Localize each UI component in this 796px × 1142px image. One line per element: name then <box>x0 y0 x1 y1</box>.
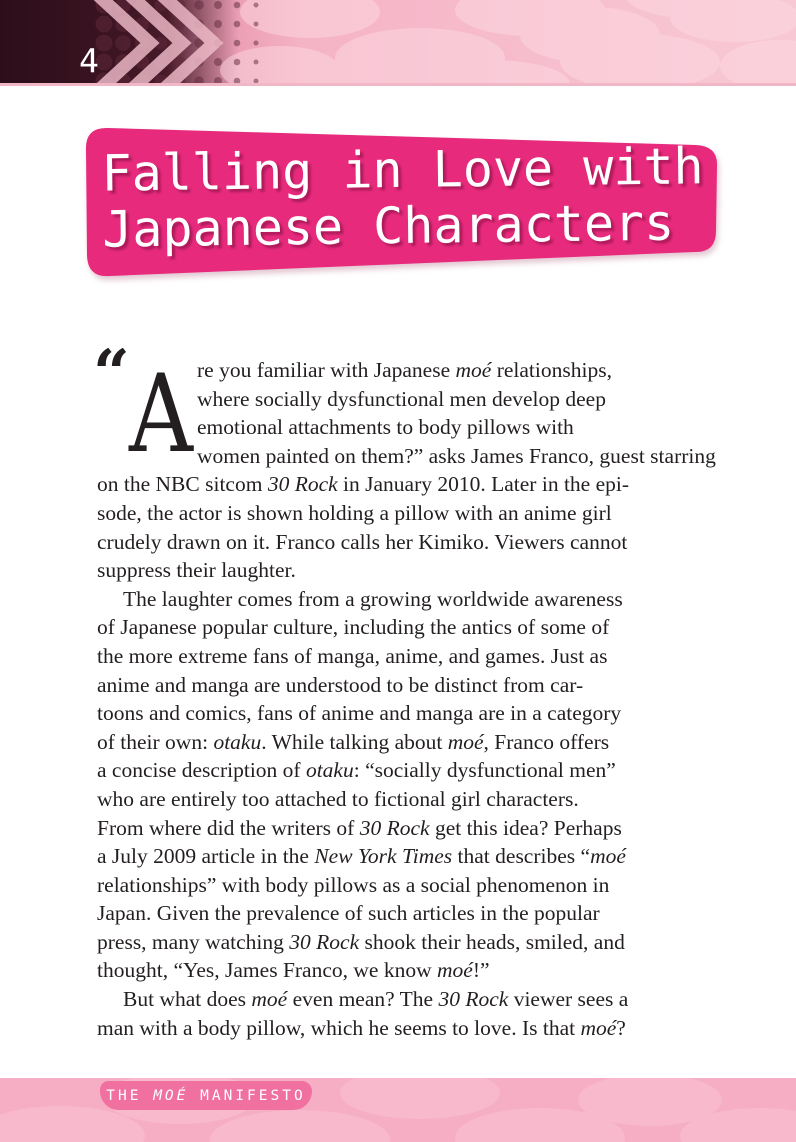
book-title-label: THE MOÉ MANIFESTO <box>106 1087 306 1104</box>
text-line: man with a body pillow, which he seems to love. Is that moé? <box>97 1015 626 1040</box>
text-line: where socially dysfunctional men develop deep <box>197 386 606 411</box>
text-line: The laughter comes from a growing worldwide awareness <box>123 586 623 611</box>
text-line: anime and manga are understood to be distinct from car- <box>97 672 584 697</box>
body-text <box>93 336 716 1042</box>
text-line: the more extreme fans of manga, anime, and games. Just as <box>97 643 608 668</box>
text-line: thought, “Yes, James Franco, we know moé!” <box>97 958 490 983</box>
text-line: who are entirely too attached to fictional girl characters. <box>97 786 579 811</box>
chapter-title-line-1: Falling in Love with <box>101 137 704 203</box>
text-line: women painted on them?” asks James Franco, guest starring <box>197 443 716 468</box>
header-decoration <box>0 0 796 86</box>
book-title-badge <box>100 1081 312 1110</box>
chapter-title-box <box>0 112 796 302</box>
page-number: 4 <box>79 41 99 80</box>
text-line: Japan. Given the prevalence of such articles in the popular <box>97 901 600 926</box>
text-line: crudely drawn on it. Franco calls her Kimiko. Viewers cannot <box>97 529 628 554</box>
paragraph <box>97 585 709 985</box>
header-banner <box>0 0 796 86</box>
text-line: suppress their laughter. <box>97 558 296 583</box>
drop-cap-letter: A <box>129 352 193 477</box>
drop-cap <box>93 336 197 477</box>
chapter-title-line-2: Japanese Characters <box>101 193 675 259</box>
text-line: relationships” with body pillows as a social phenomenon in <box>97 872 610 897</box>
text-line: But what does moé even mean? The 30 Rock viewer sees a <box>123 987 629 1012</box>
text-line: emotional attachments to body pillows with <box>197 415 574 440</box>
text-line: of their own: otaku. While talking about moé, Franco offers <box>97 729 610 754</box>
text-line: sode, the actor is shown holding a pillow with an anime girl <box>97 500 612 525</box>
text-line: of Japanese popular culture, including the antics of some of <box>97 615 610 640</box>
header-bottom-rule <box>0 83 796 86</box>
paragraph <box>97 985 709 1042</box>
paragraph <box>93 336 716 585</box>
opening-quote-mark: “ <box>93 336 130 411</box>
text-line: From where did the writers of 30 Rock get this idea? Perhaps <box>97 815 622 840</box>
chapter-title <box>0 107 796 307</box>
text-line: toons and comics, fans of anime and manga are in a category <box>97 701 622 726</box>
text-line: press, many watching 30 Rock shook their heads, smiled, and <box>97 929 625 954</box>
text-line: re you familiar with Japanese moé relationships, <box>197 358 612 382</box>
text-line: a July 2009 article in the New York Times that describes “moé <box>97 844 626 869</box>
footer-banner <box>0 1078 796 1142</box>
text-line: on the NBC sitcom 30 Rock in January 2010. Later in the epi- <box>97 472 630 497</box>
text-line: a concise description of otaku: “socially dysfunctional men” <box>97 758 616 783</box>
